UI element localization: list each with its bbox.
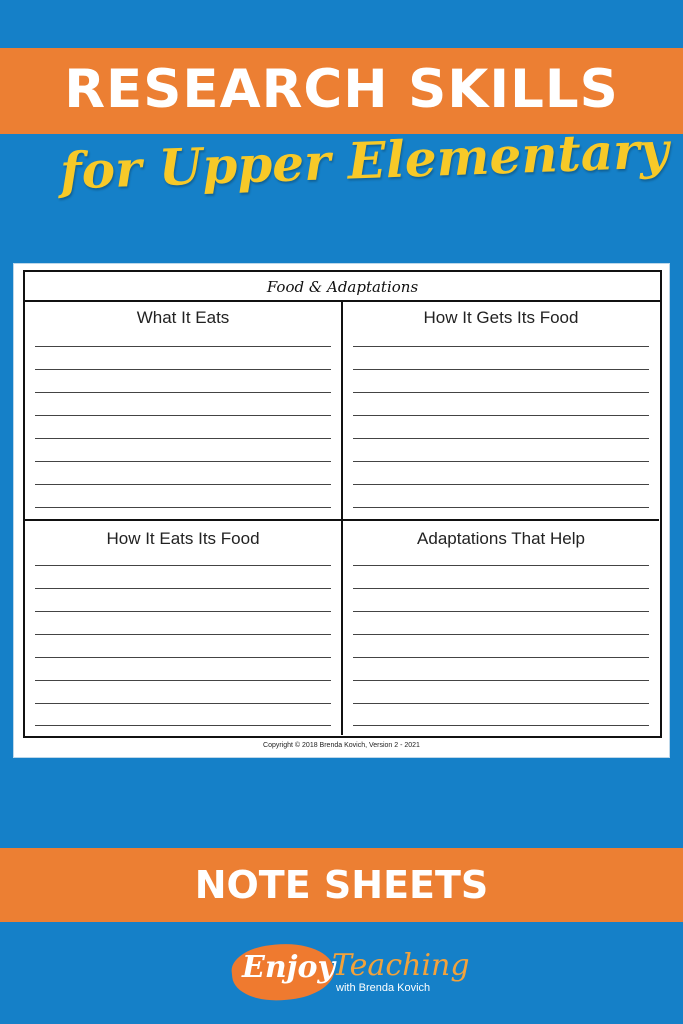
- writing-line: [35, 438, 331, 439]
- section-title: How It Eats Its Food: [106, 529, 260, 548]
- section-adaptations-that-help: [343, 521, 659, 735]
- logo-word-teaching: Teaching: [332, 948, 470, 983]
- note-sheets-label: NOTE SHEETS: [194, 863, 489, 907]
- worksheet-header: Food & Adaptations: [25, 272, 660, 302]
- writing-line: [353, 725, 649, 726]
- writing-line: [353, 438, 649, 439]
- writing-line: [353, 507, 649, 508]
- section-what-it-eats: [25, 300, 343, 521]
- copyright-text: Copyright © 2018 Brenda Kovich, Version 2 - 2021: [263, 742, 420, 749]
- writing-line: [353, 680, 649, 681]
- writing-line: [353, 346, 649, 347]
- writing-line: [353, 634, 649, 635]
- writing-line: [35, 369, 331, 370]
- writing-line: [35, 507, 331, 508]
- writing-line: [35, 680, 331, 681]
- writing-line: [35, 611, 331, 612]
- logo-word-enjoy: Enjoy: [242, 950, 335, 985]
- page-title: RESEARCH SKILLS: [64, 59, 619, 120]
- writing-line: [35, 634, 331, 635]
- section-title: How It Gets Its Food: [423, 308, 579, 327]
- writing-line: [35, 346, 331, 347]
- writing-line: [35, 703, 331, 704]
- writing-line: [353, 461, 649, 462]
- writing-line: [353, 611, 649, 612]
- writing-line: [353, 369, 649, 370]
- writing-line: [35, 392, 331, 393]
- enjoy-teaching-logo: [232, 940, 470, 1004]
- writing-line: [353, 565, 649, 566]
- logo-byline: with Brenda Kovich: [336, 982, 431, 994]
- writing-line: [35, 484, 331, 485]
- writing-line: [353, 703, 649, 704]
- section-how-it-eats-its-food: [25, 521, 343, 735]
- writing-line: [353, 657, 649, 658]
- page-subtitle: for Upper Elementary: [59, 120, 670, 201]
- worksheet-preview: [14, 264, 669, 757]
- writing-line: [35, 725, 331, 726]
- section-how-it-gets-its-food: [343, 300, 659, 521]
- writing-line: [35, 565, 331, 566]
- writing-line: [35, 461, 331, 462]
- section-title: Adaptations That Help: [417, 529, 585, 548]
- section-title: What It Eats: [136, 308, 230, 327]
- writing-line: [35, 588, 331, 589]
- writing-line: [353, 415, 649, 416]
- writing-line: [35, 415, 331, 416]
- worksheet-frame: [23, 270, 662, 738]
- writing-line: [353, 588, 649, 589]
- writing-line: [353, 484, 649, 485]
- writing-line: [353, 392, 649, 393]
- writing-line: [35, 657, 331, 658]
